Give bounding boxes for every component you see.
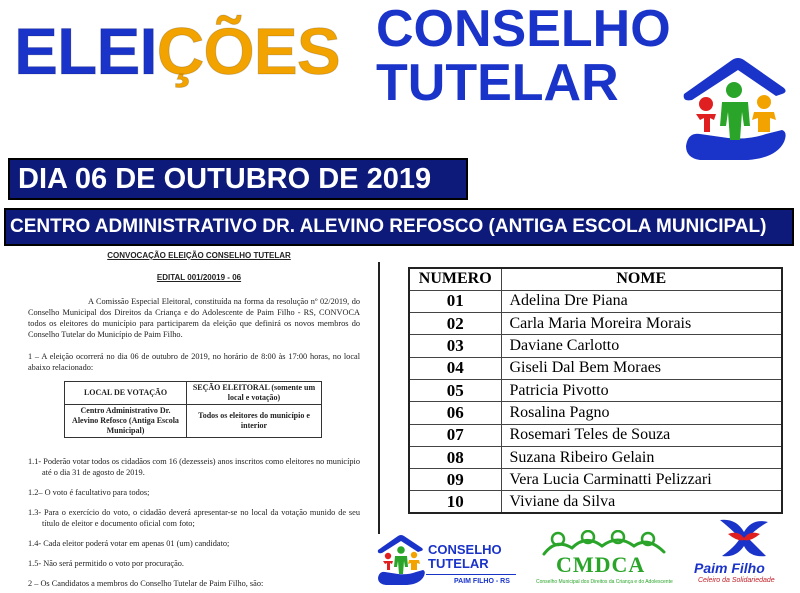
voting-table-row [65, 405, 322, 438]
footer-ct-line1: CONSELHO [428, 542, 502, 557]
document-item-1-1: 1.1- Poderão votar todos os cidadãos com 16 (dezesseis) anos inscritos como eleitores no município até o dia 31 de agosto de 2019. [28, 457, 360, 477]
document-item-1-3: 1.3- Para o exercício do voto, o cidadão deverá apresentar-se no local da votação munido de seu título de eleitor e documento oficial com foto; [28, 508, 360, 528]
cmdca-subtitle: Conselho Municipal dos Direitos da Criança e do Adolescente [536, 579, 673, 585]
candidate-number: 03 [409, 335, 501, 357]
footer-ct-sub: PAIM FILHO - RS [454, 578, 510, 585]
candidate-number: 09 [409, 469, 501, 491]
location-banner [4, 208, 794, 246]
title-part-orange: ÇÕES [156, 14, 340, 88]
conselho-tutelar-logo-icon [678, 54, 790, 168]
table-row [409, 402, 782, 424]
voting-location-table [64, 381, 322, 438]
candidate-name: Rosalina Pagno [501, 402, 782, 424]
voting-table-header-local: LOCAL DE VOTAÇÃO [65, 382, 187, 405]
footer-ct-rule [426, 574, 516, 575]
date-banner [8, 158, 468, 200]
table-row [409, 424, 782, 446]
cmdca-name: CMDCA [556, 552, 646, 577]
document-edital: EDITAL 001/20019 - 06 [156, 273, 242, 282]
table-row [409, 379, 782, 401]
document-item-1-5: 1.5- Não será permitido o voto por procuração. [28, 559, 184, 568]
document-item-1: 1 – A eleição ocorrerá no dia 06 de outubro de 2019, no horário de 8:00 às 17:00 horas, no local abaixo relacionado: [28, 352, 360, 372]
voting-table-header-row [65, 382, 322, 405]
candidates-header-row [409, 268, 782, 290]
candidate-number: 01 [409, 290, 501, 312]
voting-table-local: Centro Administrativo Dr. Alevino Refosco (Antiga Escola Municipal) [65, 405, 187, 438]
footer-cmdca-logo [536, 530, 672, 592]
table-row [409, 491, 782, 513]
table-row [409, 469, 782, 491]
candidate-name: Carla Maria Moreira Morais [501, 313, 782, 335]
conselho-tutelar-small-logo-icon [376, 534, 426, 590]
main-title [14, 14, 340, 88]
candidate-name: Patricia Pivotto [501, 379, 782, 401]
paim-filho-emblem-icon [714, 516, 774, 562]
table-row [409, 290, 782, 312]
candidates-header-numero: NUMERO [409, 268, 501, 290]
date-banner-text: DIA 06 DE OUTUBRO DE 2019 [18, 163, 432, 195]
candidate-name: Daviane Carlotto [501, 335, 782, 357]
footer-conselho-tutelar-logo [376, 534, 516, 592]
document-item-2: 2 – Os Candidatos a membros do Conselho Tutelar de Paim Filho, são: [28, 579, 264, 588]
paim-filho-slogan: Celeiro da Solidariedade [698, 577, 775, 584]
document-heading: CONVOCAÇÃO ELEIÇÃO CONSELHO TUTELAR [107, 251, 291, 260]
paim-filho-name: Paim Filho [694, 560, 765, 576]
convocation-document [28, 246, 360, 593]
table-row [409, 446, 782, 468]
voting-table-secao: Todos os eleitores do município e interior [187, 405, 322, 438]
document-intro: A Comissão Especial Eleitoral, constituída na forma da resolução nº 02/2019, do Conselho Municipal dos Direitos da Criança e do Adolescente de Paim Filho - RS, CONVOCA todos os eleitores do município para participarem da eleição que definirá os novos membros do Conselho Tutelar do Município de Paim Filho. [28, 297, 360, 339]
candidate-number: 05 [409, 379, 501, 401]
candidate-number: 08 [409, 446, 501, 468]
footer-paim-filho-logo [690, 516, 794, 593]
voting-table-header-secao: SEÇÃO ELEITORAL (somente um local e votação) [187, 382, 322, 405]
document-item-1-2: 1.2– O voto é facultativo para todos; [28, 488, 150, 497]
footer-ct-line2: TUTELAR [428, 556, 489, 571]
location-banner-text: CENTRO ADMINISTRATIVO DR. ALEVINO REFOSCO (ANTIGA ESCOLA MUNICIPAL) [10, 216, 767, 237]
document-item-1-4: 1.4- Cada eleitor poderá votar em apenas 01 (um) candidato; [28, 539, 230, 548]
table-row [409, 335, 782, 357]
document-items [28, 456, 360, 589]
candidate-name: Viviane da Silva [501, 491, 782, 513]
candidate-name: Suzana Ribeiro Gelain [501, 446, 782, 468]
candidate-number: 04 [409, 357, 501, 379]
conselho-title-line1: CONSELHO [376, 0, 671, 58]
candidate-name: Vera Lucia Carminatti Pelizzari [501, 469, 782, 491]
vertical-divider [378, 262, 380, 534]
candidate-name: Adelina Dre Piana [501, 290, 782, 312]
candidate-number: 07 [409, 424, 501, 446]
candidates-header-nome: NOME [501, 268, 782, 290]
title-part-blue: ELEI [14, 14, 157, 88]
candidate-number: 02 [409, 313, 501, 335]
candidate-number: 06 [409, 402, 501, 424]
candidate-number: 10 [409, 491, 501, 513]
candidate-name: Rosemari Teles de Souza [501, 424, 782, 446]
candidate-name: Giseli Dal Bem Moraes [501, 357, 782, 379]
conselho-tutelar-title [376, 2, 676, 110]
conselho-title-line2: TUTELAR [376, 54, 619, 112]
table-row [409, 357, 782, 379]
table-row [409, 313, 782, 335]
candidates-table [408, 267, 783, 514]
